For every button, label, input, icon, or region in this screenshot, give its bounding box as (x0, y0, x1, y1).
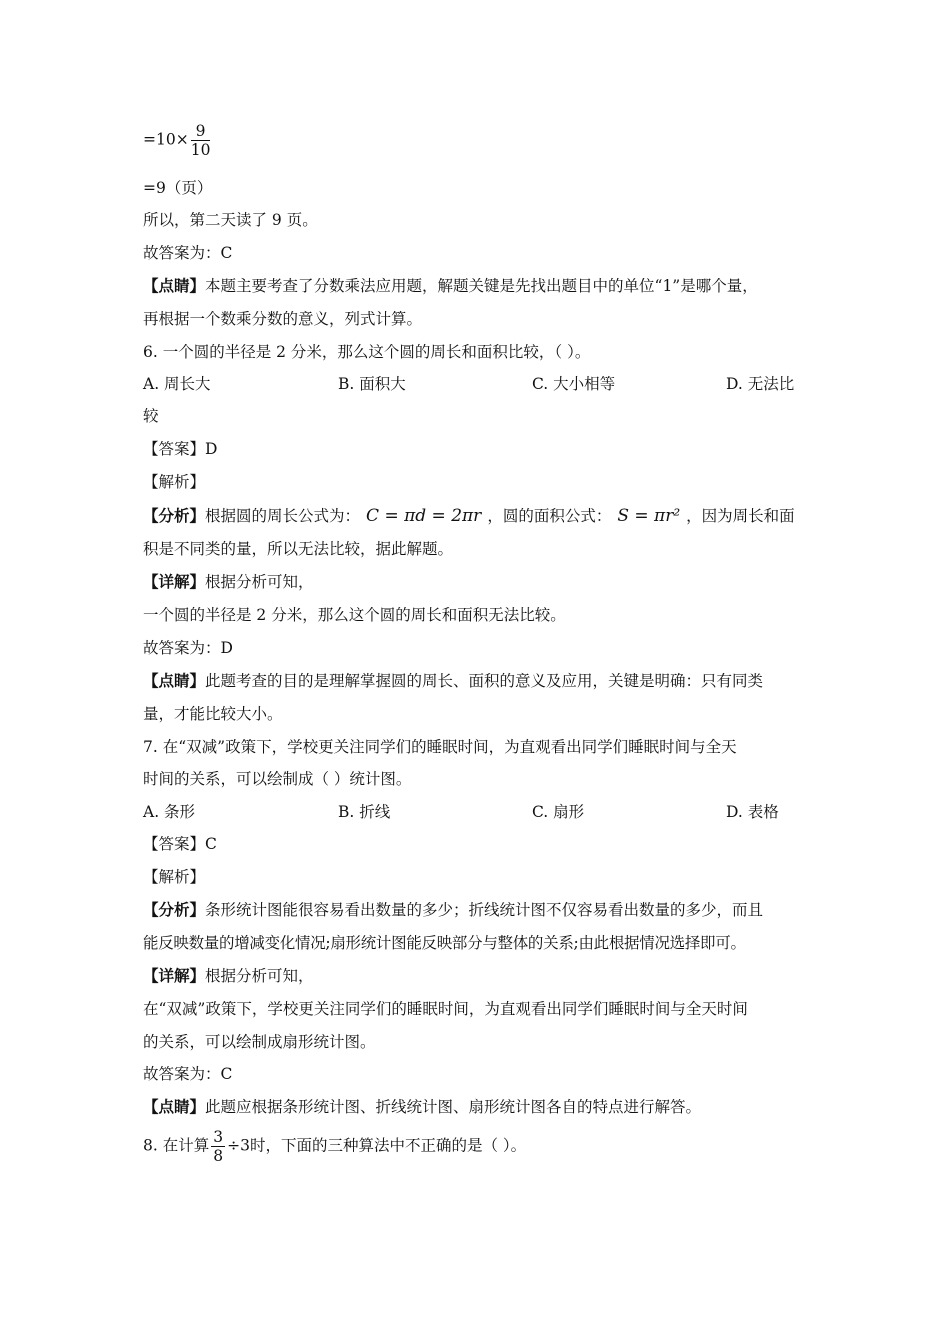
tip-q7 (143, 1096, 701, 1118)
q7-option-b: B. 折线 (338, 803, 391, 821)
equation-line-2: =9（页） (143, 179, 213, 197)
q7-detail-head (143, 965, 314, 987)
question-7-line-2: 时间的关系，可以绘制成（ ）统计图。 (143, 770, 412, 788)
question-7-line-1: 7. 在“双减”政策下，学校更关注同学们的睡眠时间，为直观看出同学们睡眠时间与全天 (143, 738, 737, 756)
tip-tag: 【点睛】 (143, 1097, 206, 1116)
answer-q7: 故答案为：C (143, 1065, 233, 1083)
q7-analysis-line-2: 能反映数量的增减变化情况;扇形统计图能反映部分与整体的关系;由此根据情况选择即可。 (143, 934, 746, 952)
analysis-text: ，因为周长和面 (686, 507, 795, 525)
answer-q5: 故答案为：C (143, 244, 233, 262)
q7-detail-line-1: 在“双减”政策下，学校更关注同学们的睡眠时间，为直观看出同学们睡眠时间与全天时间 (143, 1000, 748, 1018)
q6-option-b: B. 面积大 (338, 375, 406, 393)
fraction-numerator: 3 (213, 1128, 224, 1146)
fraction-denominator: 8 (213, 1147, 224, 1165)
q7-detail-line-2: 的关系，可以绘制成扇形统计图。 (143, 1033, 376, 1051)
q6-option-c: C. 大小相等 (532, 375, 616, 393)
q7-option-c: C. 扇形 (532, 803, 585, 821)
question-8-prefix: 8. 在计算 (143, 1136, 210, 1155)
tip-text: 本题主要考查了分数乘法应用题，解题关键是先找出题目中的单位“1”是哪个量， (205, 277, 758, 295)
tip-text: 此题考查的目的是理解掌握圆的周长、面积的意义及应用，关键是明确：只有同类 (205, 672, 764, 690)
conclusion-line: 所以，第二天读了 9 页。 (143, 211, 318, 229)
q7-option-a: A. 条形 (143, 803, 196, 821)
fraction-9-10 (191, 122, 211, 159)
q6-detail-line: 一个圆的半径是 2 分米，那么这个圆的周长和面积无法比较。 (143, 606, 566, 624)
answer-q6-tag: 【答案】D (143, 440, 218, 458)
detail-text: 根据分析可知， (205, 573, 314, 591)
area-formula: S = πr² (617, 506, 681, 526)
tip-text: 此题应根据条形统计图、折线统计图、扇形统计图各自的特点进行解答。 (205, 1098, 702, 1116)
q6-option-d-wrap: 较 (143, 407, 159, 425)
equation-line-1 (143, 122, 212, 159)
q6-option-d: D. 无法比 (726, 375, 795, 393)
q6-option-a: A. 周长大 (143, 375, 211, 393)
fraction-denominator: 10 (190, 141, 211, 159)
analysis-tag-q7: 【解析】 (143, 868, 206, 886)
tip-q5-line-2: 再根据一个数乘分数的意义，列式计算。 (143, 310, 423, 328)
analysis-text: 根据圆的周长公式为： (205, 507, 361, 525)
question-6: 6. 一个圆的半径是 2 分米，那么这个圆的周长和面积比较，（ ）。 (143, 343, 591, 361)
tip-tag: 【点睛】 (143, 671, 206, 690)
analysis-label: 【分析】 (143, 506, 206, 525)
analysis-label: 【分析】 (143, 900, 206, 919)
tip-q5-line-1 (143, 275, 758, 297)
detail-label: 【详解】 (143, 966, 206, 985)
q6-analysis-line-1 (143, 505, 795, 527)
detail-text: 根据分析可知， (205, 967, 314, 985)
fraction-numerator: 9 (191, 122, 211, 141)
analysis-text: 条形统计图能很容易看出数量的多少；折线统计图不仅容易看出数量的多少，而且 (205, 901, 764, 919)
question-8-suffix: ÷3时，下面的三种算法中不正确的是（ ）。 (227, 1136, 527, 1155)
tip-q6-line-1 (143, 670, 763, 692)
q6-detail-head (143, 571, 314, 593)
analysis-tag-q6: 【解析】 (143, 473, 206, 491)
analysis-text: ，圆的面积公式： (487, 507, 612, 525)
tip-q6-line-2: 量，才能比较大小。 (143, 705, 283, 723)
q6-analysis-line-2: 积是不同类的量，所以无法比较，据此解题。 (143, 540, 454, 558)
question-8 (143, 1128, 526, 1165)
tip-tag: 【点睛】 (143, 276, 206, 295)
answer-q6: 故答案为：D (143, 639, 233, 657)
answer-q7-tag: 【答案】C (143, 835, 217, 853)
q7-option-d: D. 表格 (726, 803, 779, 821)
q7-analysis-line-1 (143, 899, 763, 921)
equation-prefix: =10× (143, 130, 189, 149)
detail-label: 【详解】 (143, 572, 206, 591)
circumference-formula: C = πd = 2πr (366, 506, 482, 526)
fraction-3-8 (211, 1128, 225, 1165)
